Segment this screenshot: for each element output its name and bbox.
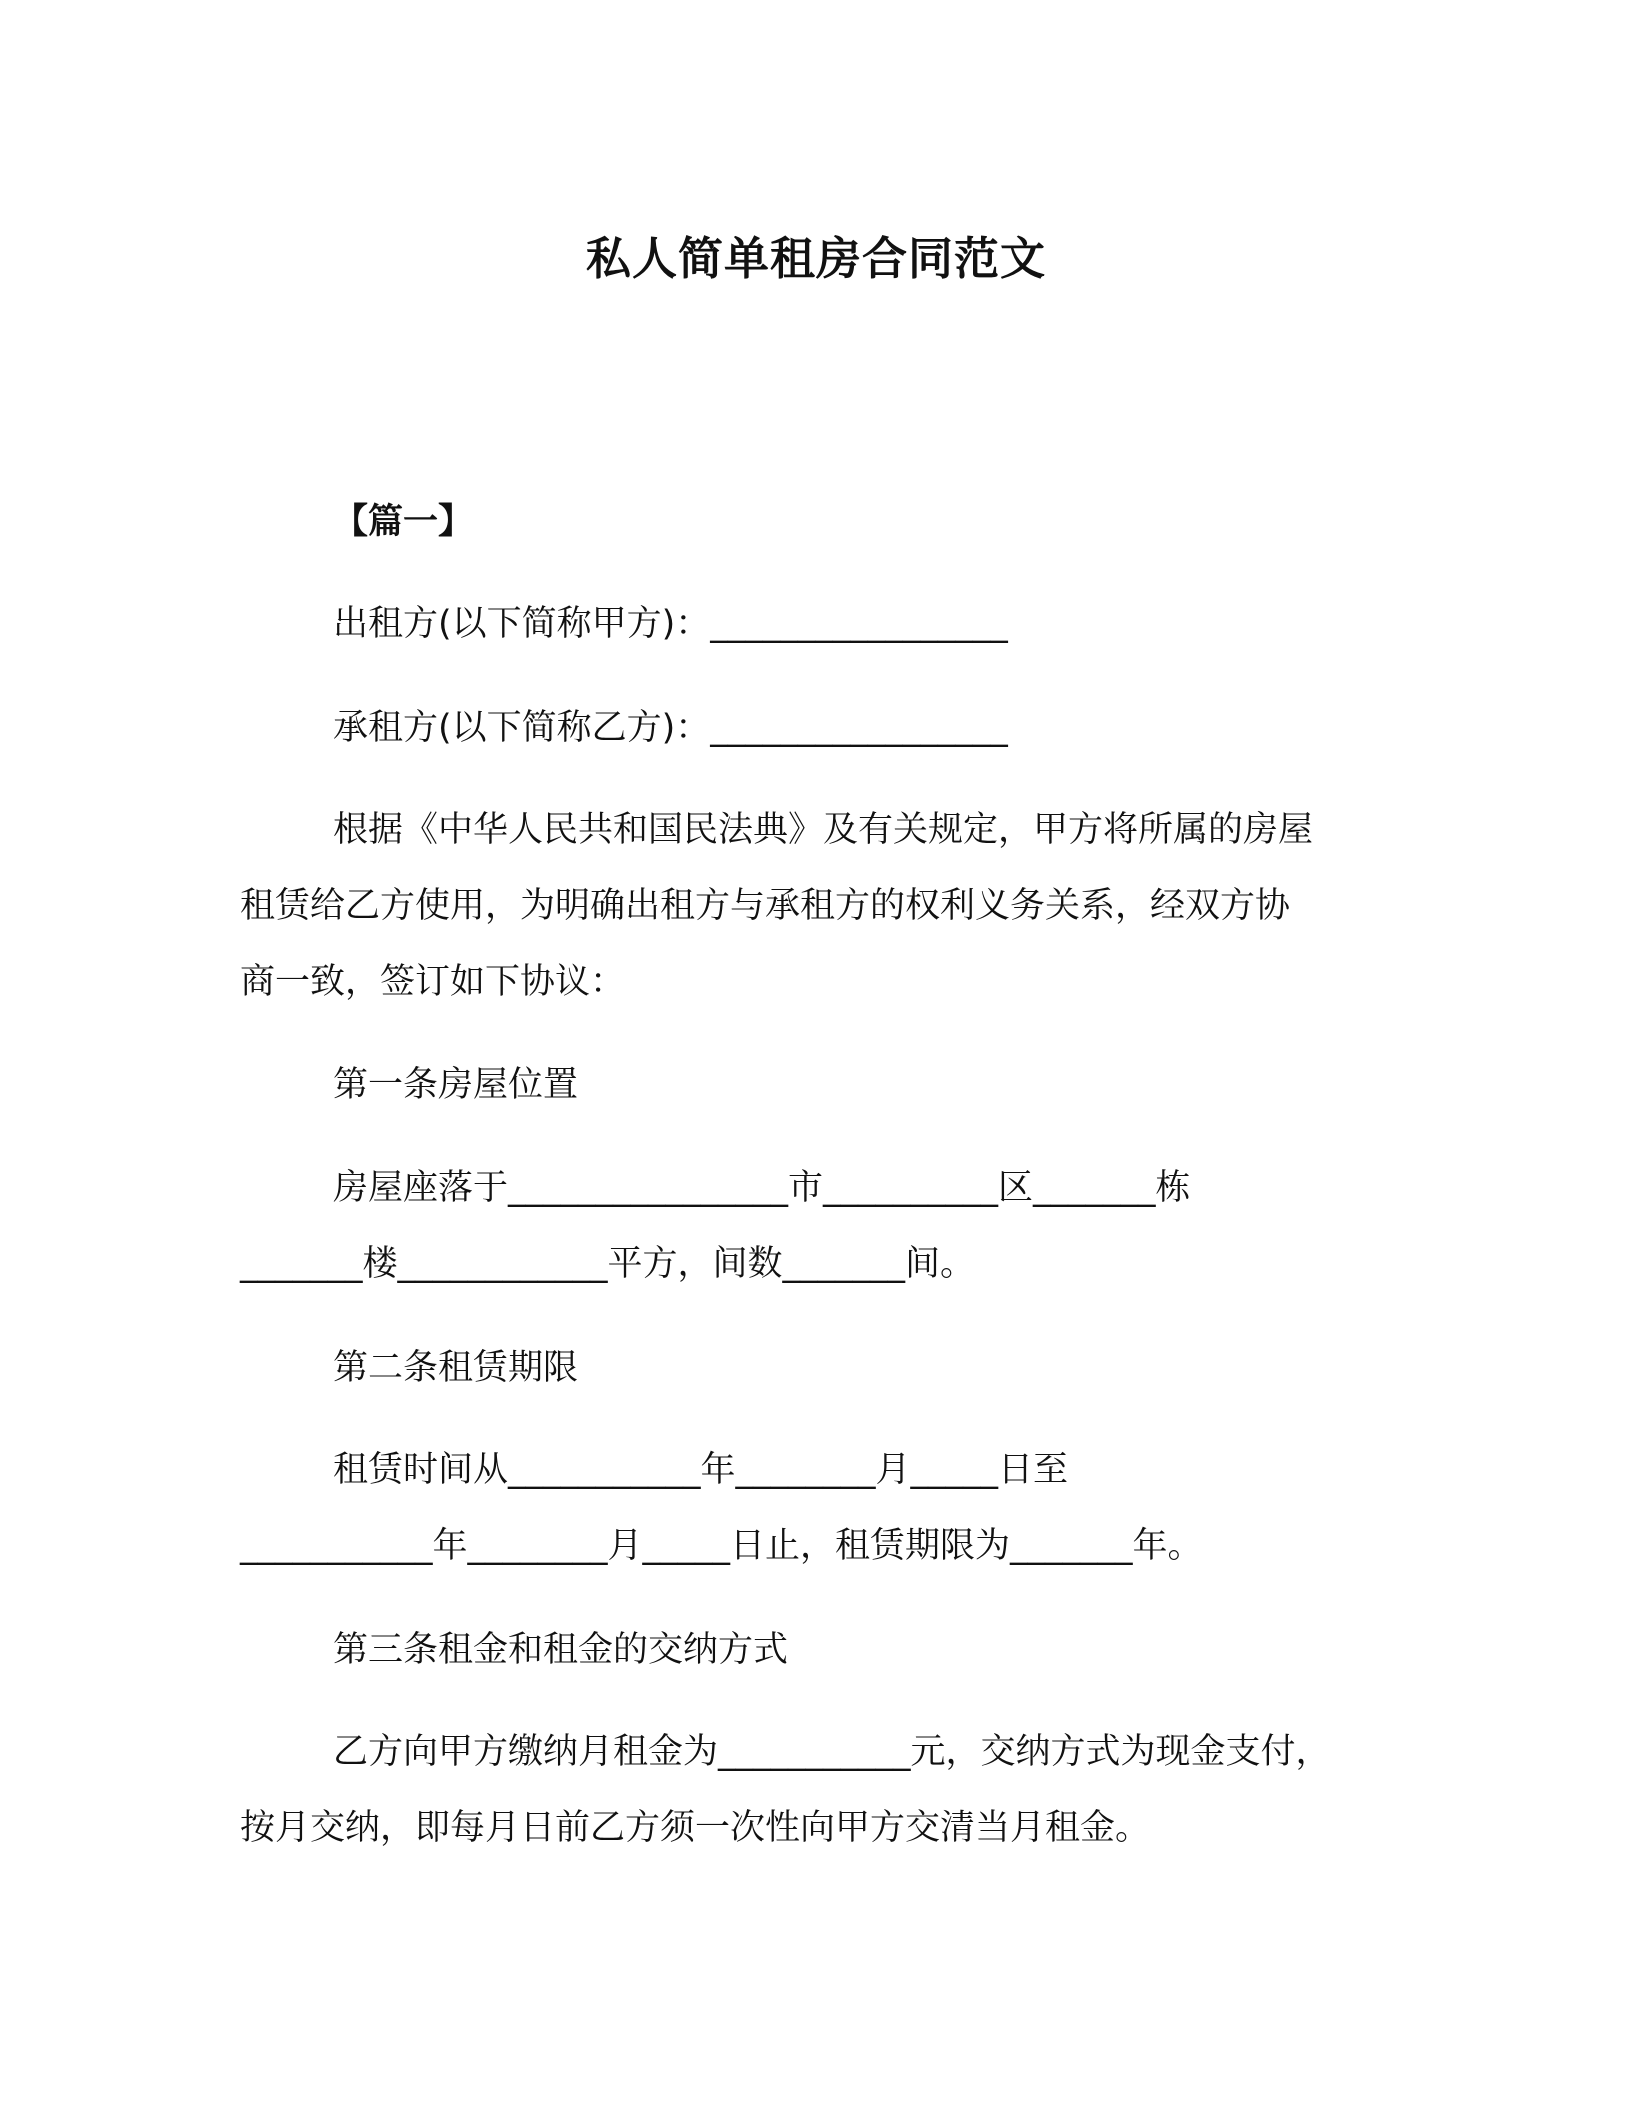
- party-b-line: 承租方(以下简称乙方)：_________________: [333, 708, 1008, 748]
- article-3-line-1: 乙方向甲方缴纳月租金为___________元，交纳方式为现金支付，: [333, 1732, 1331, 1772]
- preamble-line-1: 根据《中华人民共和国民法典》及有关规定，甲方将所属的房屋: [333, 810, 1314, 850]
- article-3-line-2: 按月交纳，即每月日前乙方须一次性向甲方交清当月租金。: [240, 1808, 1151, 1848]
- article-3-heading: 第三条租金和租金的交纳方式: [333, 1630, 789, 1670]
- article-1-line-2: _______楼____________平方，间数_______间。: [240, 1244, 976, 1284]
- preamble-line-2: 租赁给乙方使用，为明确出租方与承租方的权利义务关系，经双方协: [240, 886, 1291, 926]
- document-title: 私人简单租房合同范文: [585, 232, 1046, 285]
- section-label: 【篇一】: [333, 502, 474, 542]
- article-2-heading: 第二条租赁期限: [333, 1348, 579, 1388]
- preamble-line-3: 商一致，签订如下协议：: [240, 962, 626, 1002]
- article-1-line-1: 房屋座落于________________市__________区_______栋: [333, 1168, 1191, 1208]
- article-2-line-2: ___________年________月_____日止，租赁期限为_______年。: [240, 1526, 1203, 1566]
- party-a-line: 出租方(以下简称甲方)：_________________: [333, 604, 1008, 644]
- article-1-heading: 第一条房屋位置: [333, 1065, 579, 1105]
- article-2-line-1: 租赁时间从___________年________月_____日至: [333, 1450, 1069, 1490]
